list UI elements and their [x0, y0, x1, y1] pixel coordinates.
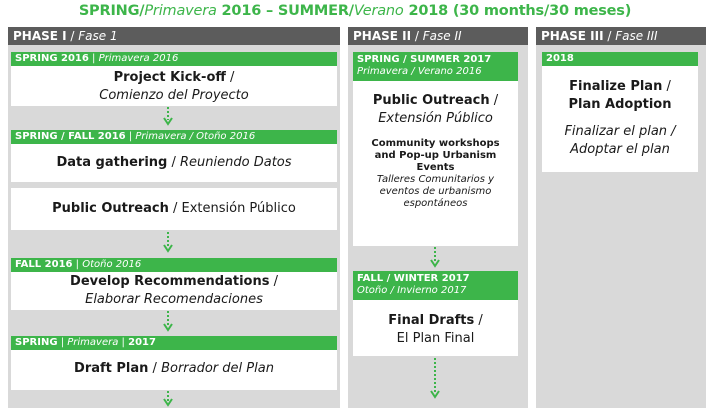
arrow-down-icon — [163, 391, 173, 408]
phase-2-header: PHASE II / Fase II — [348, 27, 528, 45]
develop-recommendations-box: Develop Recommendations / Elaborar Recomendaciones — [11, 272, 337, 310]
finalize-plan-box: Finalize Plan / Plan Adoption Finalizar el plan / Adoptar el plan — [542, 66, 698, 172]
draft-plan-box: Draft Plan / Borrador del Plan — [11, 350, 337, 390]
arrow-down-icon — [163, 232, 173, 254]
phase-3-column — [536, 27, 706, 408]
phase-1-column — [8, 27, 340, 408]
title-part: 2018 (30 months/30 meses) — [403, 3, 632, 19]
public-outreach-box: Public Outreach / Extensión Público Community workshops and Pop-up Urbanism Events Talleres Comunitarios y eventos de urbanismo espontáneos — [353, 81, 518, 246]
phase-1-stage-2-label: SPRING / FALL 2016 | Primavera / Otoño 2016 — [11, 130, 337, 144]
public-outreach-box: Public Outreach / Extensión Público — [11, 188, 337, 230]
phase-1-stage-4-label: SPRING | Primavera | 2017 — [11, 336, 337, 350]
arrow-down-icon — [163, 311, 173, 333]
data-gathering-box: Data gathering / Reuniendo Datos — [11, 144, 337, 182]
title-part: Primavera — [144, 3, 217, 19]
phase-2-stage-2-label: FALL / WINTER 2017 Otoño / Invierno 2017 — [353, 271, 518, 300]
arrow-down-icon — [163, 107, 173, 127]
phase-2-stage-1-label: SPRING / SUMMER 2017 Primavera / Verano 2016 — [353, 52, 518, 81]
arrow-down-icon — [430, 247, 440, 269]
phase-1-stage-3-label: FALL 2016 | Otoño 2016 — [11, 258, 337, 272]
phase-1-stage-1-label: SPRING 2016 | Primavera 2016 — [11, 52, 337, 66]
phase-1-header: PHASE I / Fase 1 — [8, 27, 340, 45]
title-part: 2016 – SUMMER/ — [216, 3, 354, 19]
project-kickoff-box: Project Kick-off / Comienzo del Proyecto — [11, 66, 337, 106]
main-title — [0, 3, 710, 19]
final-drafts-box: Final Drafts / El Plan Final — [353, 300, 518, 356]
phase-3-header: PHASE III / Fase III — [536, 27, 706, 45]
phase-3-stage-1-label: 2018 — [542, 52, 698, 66]
title-part: SPRING/ — [78, 3, 145, 19]
phase-2-column — [348, 27, 528, 408]
arrow-down-icon — [430, 358, 440, 400]
title-part: Verano — [353, 3, 404, 19]
